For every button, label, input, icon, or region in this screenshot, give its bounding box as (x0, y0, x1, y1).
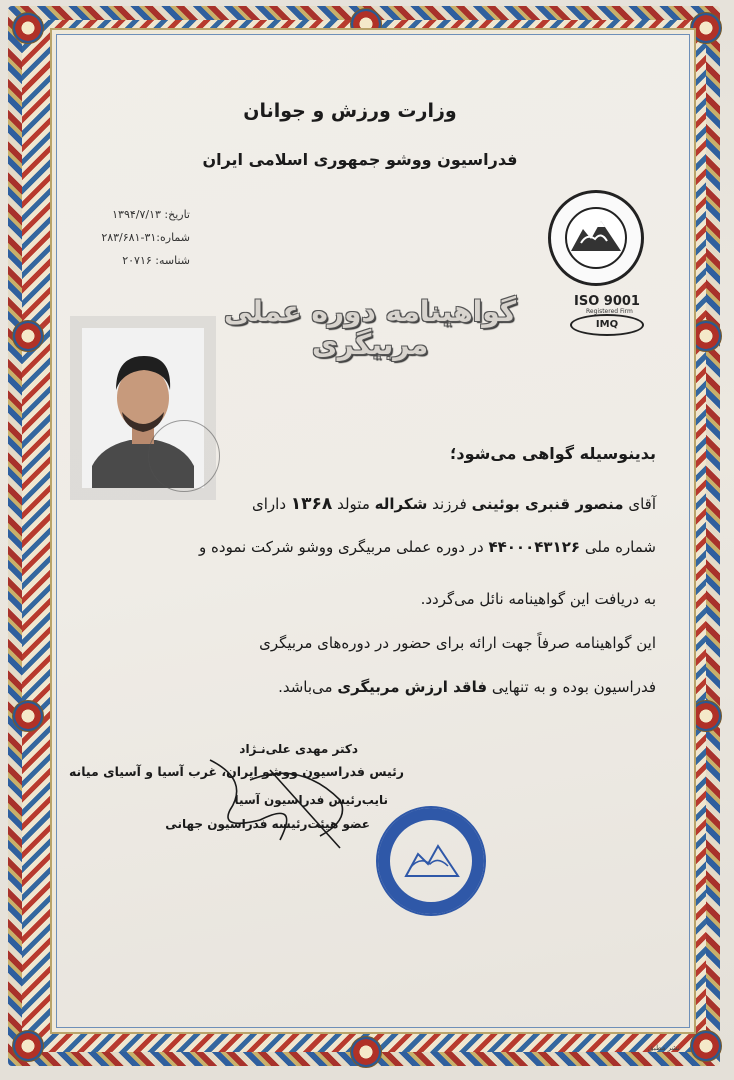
body-line-3: به دریافت این گواهینامه نائل می‌گردد. (420, 590, 656, 608)
text-segment: فدراسیون بوده و به تنهایی (491, 678, 656, 696)
footer-mark: نشر مطبق (648, 1044, 680, 1052)
signer-role-2: نایب‌رئیس فدراسیون آسیا (234, 793, 388, 807)
signer-name: دکتر مهدی علی‌نـژاد (239, 742, 358, 756)
federation-title: فدراسیون ووشو جمهوری اسلامی ایران (202, 150, 518, 169)
text-segment: می‌باشد. (278, 678, 333, 696)
father-name: شکراله (374, 495, 428, 513)
text-segment: دارای (252, 495, 287, 513)
imq-logo: IMQ (570, 314, 644, 336)
body-line-1 (252, 494, 656, 514)
text-segment: شماره ملی (584, 538, 656, 556)
border-medallion-icon (350, 1036, 382, 1068)
date-field: تاریخ: ۱۳۹۴/۷/۱۳ (112, 208, 190, 221)
ministry-title: وزارت ورزش و جوانان (243, 100, 457, 122)
certificate-title: گواهینامه دوره عملی مربیگری (223, 295, 517, 361)
text-segment: در دوره عملی مربیگری ووشو شرکت نموده و (199, 538, 484, 556)
seal-emblem-icon (378, 808, 484, 914)
number-field: شماره:۳۱-۲۸۳/۶۸۱ (101, 231, 190, 244)
federation-logo (548, 190, 644, 286)
border-medallion-icon (12, 320, 44, 352)
signature-scribble-icon (190, 740, 370, 860)
id-field: شناسه: ۲۰۷۱۶ (122, 254, 190, 267)
national-id: ۴۴۰۰۰۴۳۱۲۶ (488, 538, 581, 556)
birth-year: ۱۳۶۸ (290, 494, 333, 514)
signer-role-1: رئیس فدراسیون ووشو ایران، غرب آسیا و آسیای میانه (68, 764, 404, 779)
federation-seal (376, 806, 486, 916)
text-segment: فرزند (432, 495, 467, 513)
mountain-emblem-icon (551, 193, 641, 283)
certificate-paper (50, 28, 696, 1034)
border-medallion-icon (12, 1030, 44, 1062)
body-line-2 (199, 538, 656, 556)
salutation: بدینوسیله گواهی می‌شود؛ (449, 444, 656, 463)
border-medallion-icon (690, 1030, 722, 1062)
text-segment: آقای (628, 495, 656, 513)
holder-name: منصور قنبری بوئینی (471, 495, 624, 513)
signer-role-3: عضو هیئت‌رئیسه فدراسیون جهانی (165, 817, 370, 831)
photo-stamp (148, 420, 220, 492)
border-medallion-icon (12, 700, 44, 732)
no-value-note: فاقد ارزش مربیگری (337, 678, 488, 696)
iso-registered-label: Registered Firm (586, 308, 633, 315)
iso-label: ISO 9001 (574, 294, 640, 309)
body-line-4: این گواهینامه صرفاً جهت ارائه برای حضور در دوره‌های مربیگری (259, 634, 656, 652)
text-segment: متولد (337, 495, 370, 513)
body-line-5 (278, 678, 656, 696)
border-medallion-icon (12, 12, 44, 44)
